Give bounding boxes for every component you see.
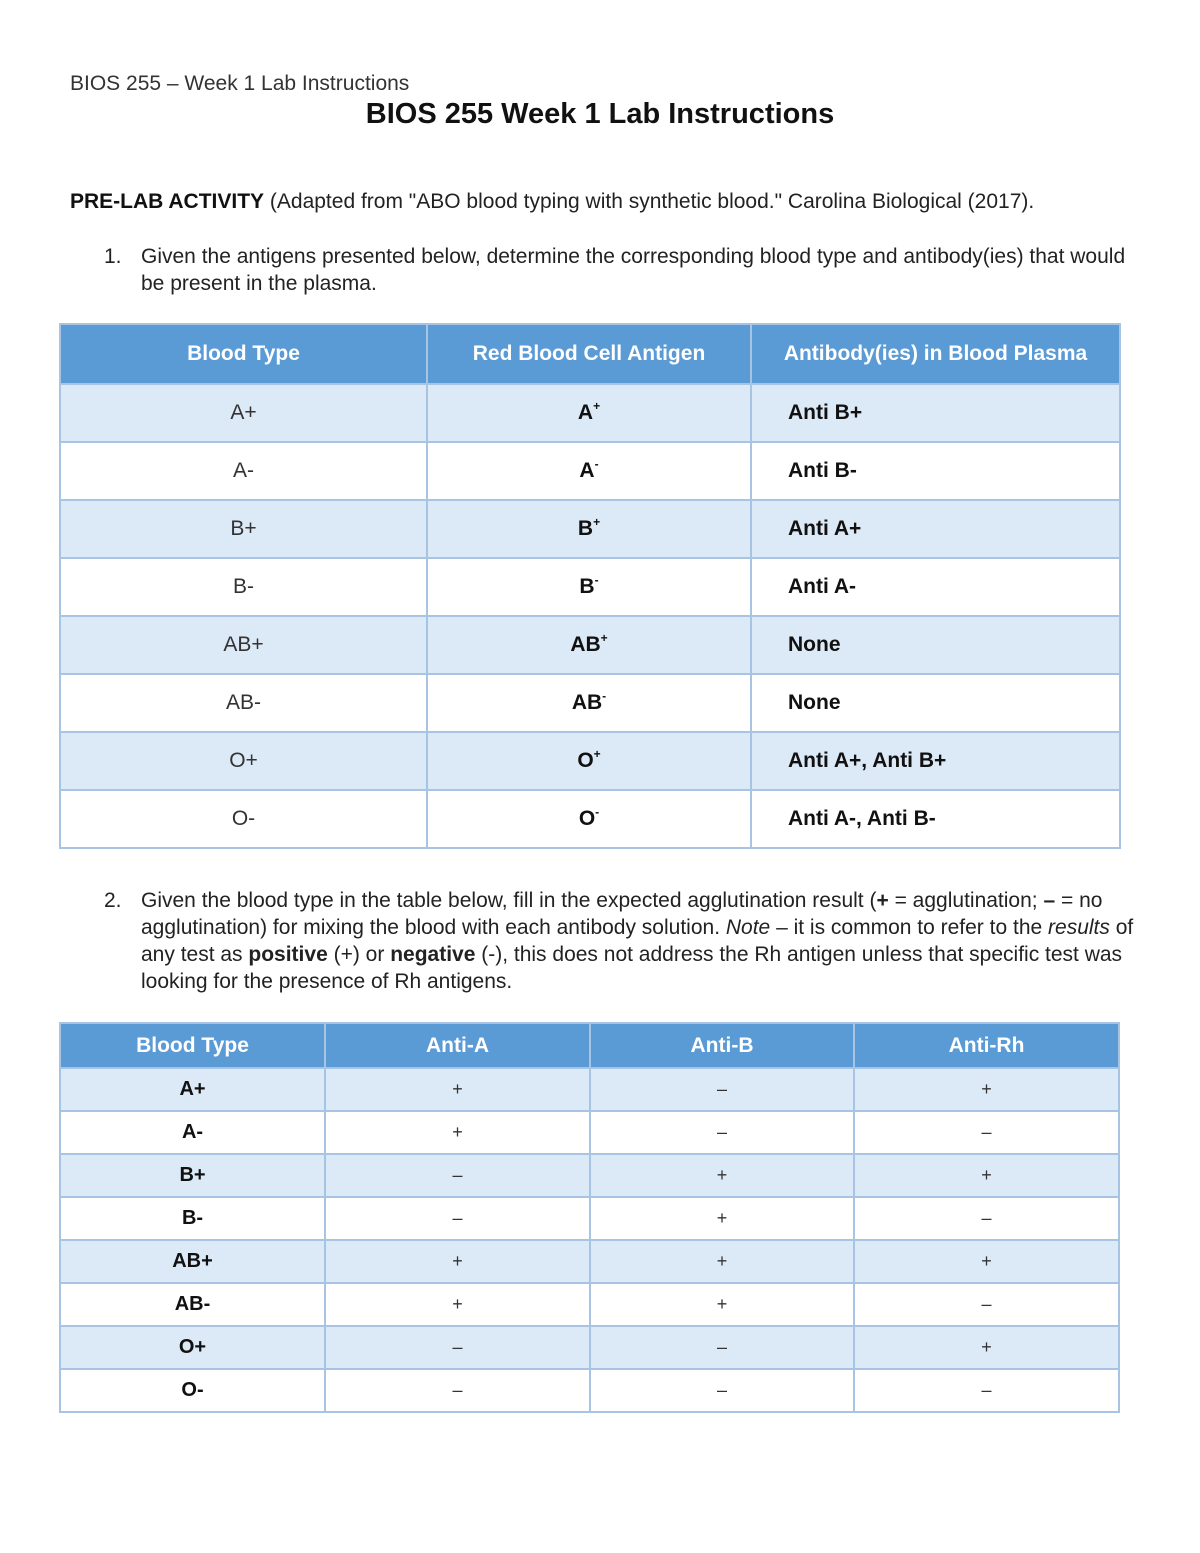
table-row xyxy=(60,674,1120,732)
anti-a-result: + xyxy=(325,1111,590,1154)
negative-word: negative xyxy=(390,943,476,966)
blood-type-cell: B+ xyxy=(60,500,427,558)
antigen-letter: O xyxy=(578,807,596,830)
table-row xyxy=(60,1154,1119,1197)
anti-rh-result: – xyxy=(854,1283,1119,1326)
antibody-cell: Anti A- xyxy=(751,558,1120,616)
table-row xyxy=(60,500,1120,558)
table-row xyxy=(60,732,1120,790)
anti-a-result: + xyxy=(325,1240,590,1283)
question-1 xyxy=(104,243,1144,297)
anti-rh-result: + xyxy=(854,1240,1119,1283)
agglutination-table xyxy=(59,1022,1120,1413)
pre-lab-intro xyxy=(70,189,1140,215)
q2-text-part: = agglutination; xyxy=(888,889,1044,912)
plus-symbol: + xyxy=(876,889,889,912)
table-row xyxy=(60,1283,1119,1326)
rh-sign: - xyxy=(594,573,599,587)
q2-text-part: (-), this does not address the Rh antigen unless that specific test was looking for the presence of Rh antigens. xyxy=(141,943,1123,993)
q2-text-part: of any test as xyxy=(141,916,1134,966)
anti-a-result: – xyxy=(325,1154,590,1197)
question-text xyxy=(141,887,1144,995)
note-label: Note xyxy=(725,916,771,939)
blood-type-cell: B+ xyxy=(60,1154,325,1197)
blood-type-cell: O- xyxy=(60,790,427,848)
anti-rh-result: – xyxy=(854,1111,1119,1154)
blood-type-cell: A+ xyxy=(60,1068,325,1111)
rh-sign: - xyxy=(602,689,607,703)
antigen-letter: B xyxy=(577,517,594,540)
table-row xyxy=(60,1111,1119,1154)
anti-b-result: + xyxy=(590,1240,854,1283)
anti-rh-result: + xyxy=(854,1068,1119,1111)
antibody-cell: Anti A+ xyxy=(751,500,1120,558)
antibody-cell: Anti A+, Anti B+ xyxy=(751,732,1120,790)
anti-rh-result: – xyxy=(854,1197,1119,1240)
antibody-cell: Anti B+ xyxy=(751,384,1120,442)
rh-sign: + xyxy=(593,747,601,761)
table-header-row xyxy=(60,1023,1119,1068)
antigen-letter: B xyxy=(579,575,595,598)
blood-type-cell: O+ xyxy=(60,732,427,790)
rh-sign: + xyxy=(600,631,608,645)
antigen-cell xyxy=(427,674,751,732)
blood-type-cell: AB- xyxy=(60,674,427,732)
table-row xyxy=(60,790,1120,848)
anti-b-result: + xyxy=(590,1283,854,1326)
pre-lab-label: PRE-LAB ACTIVITY xyxy=(70,190,265,213)
table-row xyxy=(60,558,1120,616)
antigen-cell xyxy=(427,500,751,558)
antigen-letter: A xyxy=(579,459,595,482)
question-number: 1. xyxy=(104,245,122,268)
table-row xyxy=(60,1240,1119,1283)
antibody-cell: None xyxy=(751,616,1120,674)
rh-sign: + xyxy=(593,399,601,413)
antigen-cell xyxy=(427,732,751,790)
blood-type-cell: O- xyxy=(60,1369,325,1412)
blood-type-cell: B- xyxy=(60,1197,325,1240)
minus-symbol: – xyxy=(1043,889,1056,912)
table-row xyxy=(60,384,1120,442)
blood-type-cell: A- xyxy=(60,1111,325,1154)
anti-b-result: – xyxy=(590,1369,854,1412)
results-word: results xyxy=(1048,916,1110,939)
antigen-cell xyxy=(427,384,751,442)
antigen-letter: O xyxy=(577,749,594,772)
running-header: BIOS 255 – Week 1 Lab Instructions xyxy=(70,72,410,95)
blood-type-cell: AB+ xyxy=(60,1240,325,1283)
anti-a-result: + xyxy=(325,1068,590,1111)
header-blood-type: Blood Type xyxy=(60,324,427,384)
q2-text-part: Given the blood type in the table below, fill in the expected agglutination result ( xyxy=(141,889,877,912)
header-antibody: Antibody(ies) in Blood Plasma xyxy=(751,324,1120,384)
blood-type-cell: A+ xyxy=(60,384,427,442)
antigen-cell xyxy=(427,790,751,848)
blood-type-cell: B- xyxy=(60,558,427,616)
pre-lab-citation: (Adapted from "ABO blood typing with synthetic blood." Carolina Biological (2017). xyxy=(264,190,1035,213)
antigen-letter: AB xyxy=(571,691,603,714)
anti-b-result: – xyxy=(590,1326,854,1369)
antigen-letter: A xyxy=(577,401,594,424)
blood-type-cell: O+ xyxy=(60,1326,325,1369)
header-anti-b: Anti-B xyxy=(590,1023,854,1068)
table-row xyxy=(60,1197,1119,1240)
anti-a-result: – xyxy=(325,1369,590,1412)
blood-type-cell: AB+ xyxy=(60,616,427,674)
q2-text-part: – it is common to refer to the xyxy=(770,916,1049,939)
table-row xyxy=(60,1068,1119,1111)
anti-b-result: + xyxy=(590,1197,854,1240)
header-anti-rh: Anti-Rh xyxy=(854,1023,1119,1068)
question-number: 2. xyxy=(104,889,122,912)
header-blood-type: Blood Type xyxy=(60,1023,325,1068)
anti-b-result: – xyxy=(590,1068,854,1111)
rh-sign: + xyxy=(593,515,601,529)
page-title: BIOS 255 Week 1 Lab Instructions xyxy=(365,98,835,130)
q2-text-part: (+) or xyxy=(327,943,391,966)
anti-b-result: – xyxy=(590,1111,854,1154)
question-text: Given the antigens presented below, determine the corresponding blood type and antibody(ies) that would be present in the plasma. xyxy=(141,245,1126,295)
anti-rh-result: + xyxy=(854,1154,1119,1197)
anti-a-result: – xyxy=(325,1197,590,1240)
table-row xyxy=(60,1369,1119,1412)
anti-b-result: + xyxy=(590,1154,854,1197)
anti-a-result: + xyxy=(325,1283,590,1326)
q2-text-part: = no agglutination) for mixing the blood with each antibody solution. xyxy=(141,889,1103,939)
antibody-cell: Anti A-, Anti B- xyxy=(751,790,1120,848)
antigen-letter: AB xyxy=(570,633,601,656)
table-row xyxy=(60,616,1120,674)
header-anti-a: Anti-A xyxy=(325,1023,590,1068)
anti-rh-result: – xyxy=(854,1369,1119,1412)
blood-type-cell: A- xyxy=(60,442,427,500)
antigen-antibody-table xyxy=(59,323,1121,849)
rh-sign: - xyxy=(595,805,600,819)
blood-type-cell: AB- xyxy=(60,1283,325,1326)
table-row xyxy=(60,1326,1119,1369)
anti-a-result: – xyxy=(325,1326,590,1369)
antigen-cell xyxy=(427,558,751,616)
question-2 xyxy=(104,887,1144,995)
rh-sign: - xyxy=(594,457,599,471)
antibody-cell: None xyxy=(751,674,1120,732)
header-antigen: Red Blood Cell Antigen xyxy=(427,324,751,384)
antigen-cell xyxy=(427,442,751,500)
table-header-row xyxy=(60,324,1120,384)
positive-word: positive xyxy=(248,943,328,966)
antibody-cell: Anti B- xyxy=(751,442,1120,500)
table-row xyxy=(60,442,1120,500)
anti-rh-result: + xyxy=(854,1326,1119,1369)
antigen-cell xyxy=(427,616,751,674)
